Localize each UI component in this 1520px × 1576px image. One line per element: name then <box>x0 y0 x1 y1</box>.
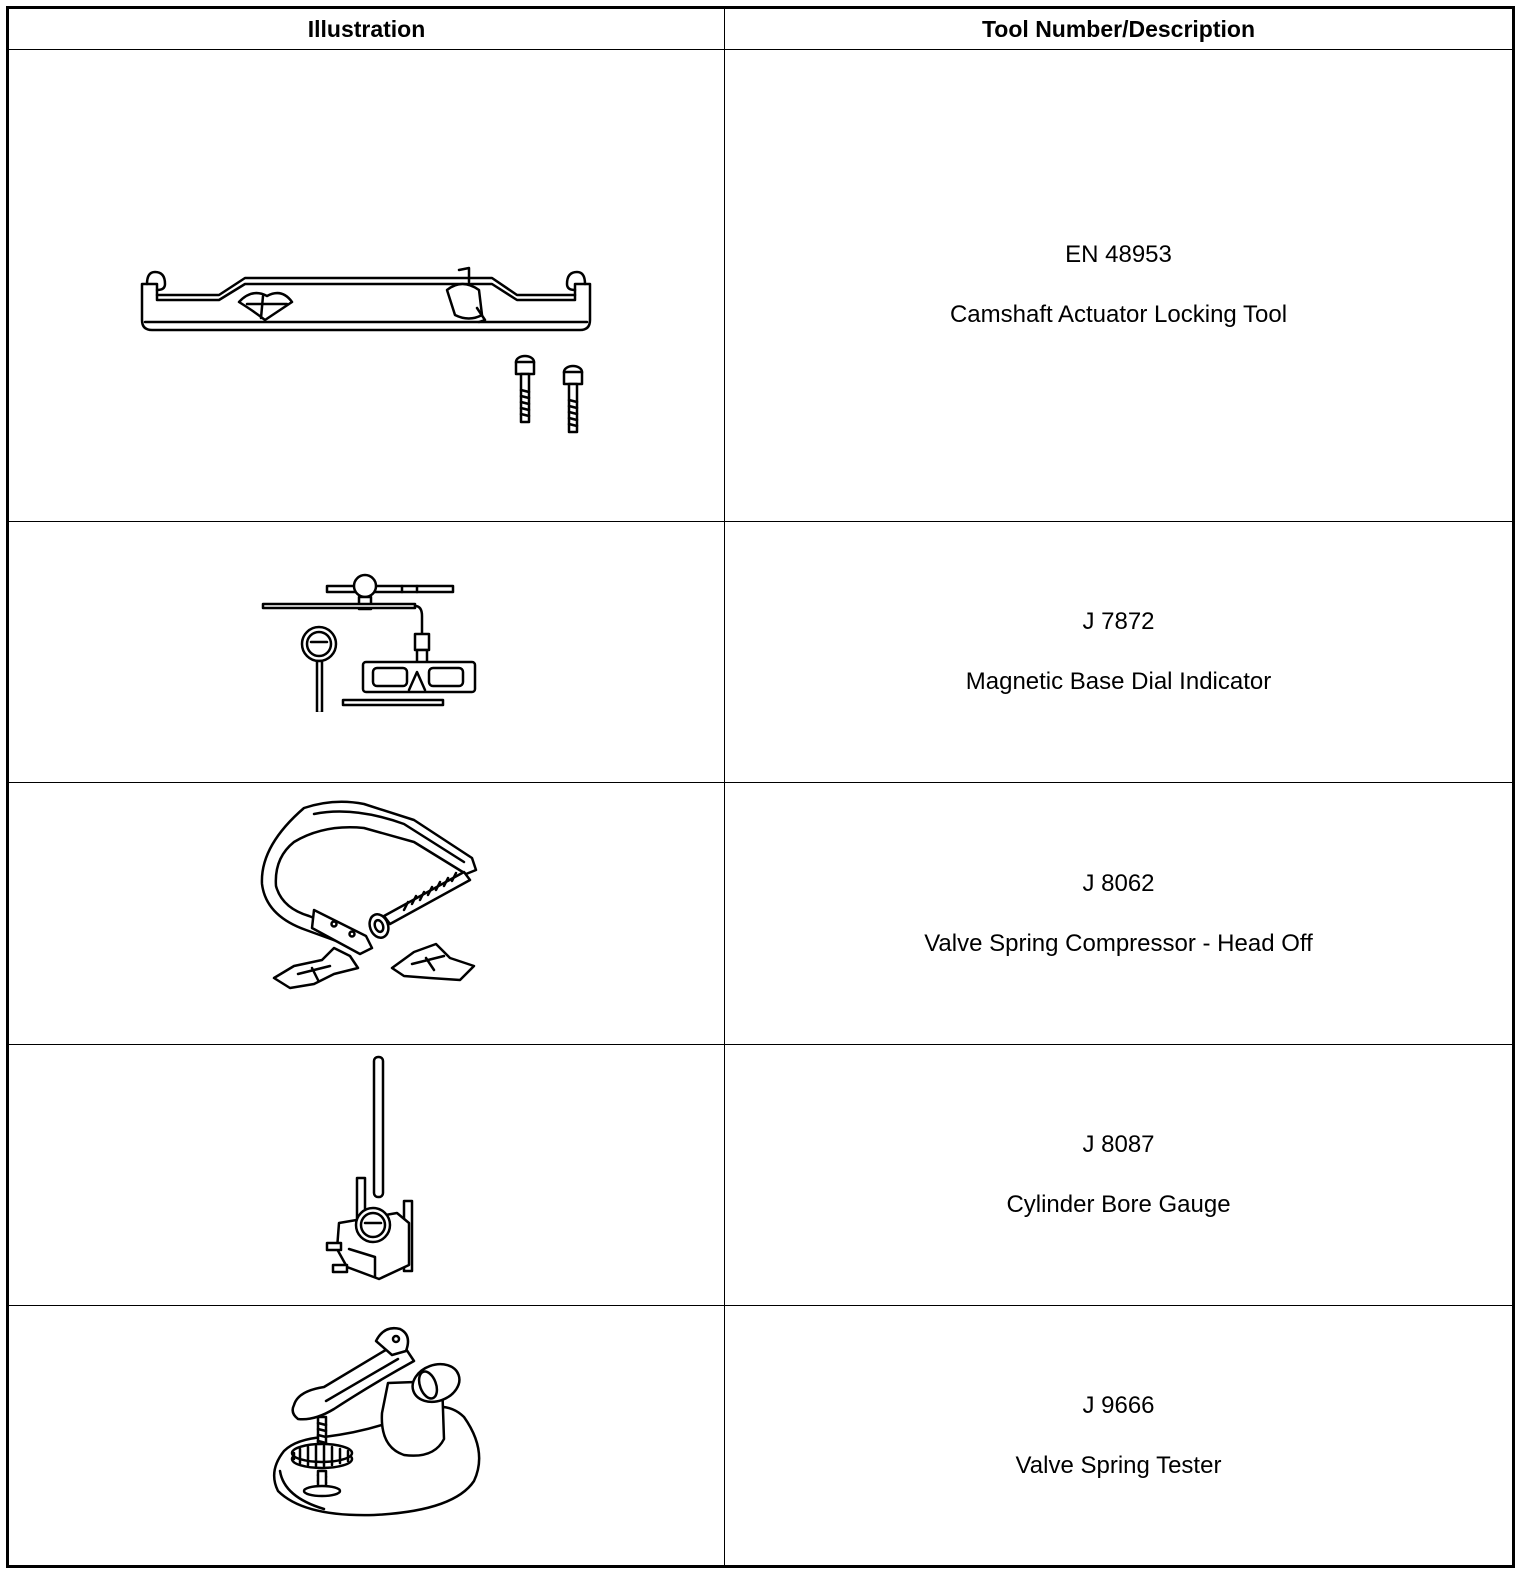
header-tool-number-description: Tool Number/Description <box>725 8 1514 50</box>
tool-description-cell <box>725 1044 1514 1306</box>
valve-spring-compressor-illustration <box>254 798 494 998</box>
tool-description-cell <box>725 50 1514 522</box>
illustration-cell <box>8 1044 725 1306</box>
tool-number: J 9666 <box>1082 1391 1155 1419</box>
tool-number: J 7872 <box>1082 608 1155 636</box>
tool-name: Camshaft Actuator Locking Tool <box>949 301 1288 329</box>
table-row <box>8 50 1514 522</box>
tool-name: Magnetic Base Dial Indicator <box>965 668 1272 696</box>
tool-number: J 8062 <box>1082 869 1155 897</box>
tool-name: Valve Spring Compressor - Head Off <box>924 929 1313 957</box>
magnetic-base-dial-indicator-illustration <box>257 572 477 712</box>
table-row <box>8 1306 1514 1567</box>
tool-name: Valve Spring Tester <box>1015 1451 1222 1479</box>
tool-description-cell <box>725 1306 1514 1567</box>
tool-description-cell <box>725 783 1514 1045</box>
tool-number: J 8087 <box>1082 1131 1155 1159</box>
header-row <box>8 8 1514 50</box>
table-row <box>8 521 1514 783</box>
illustration-cell <box>8 50 725 522</box>
special-tools-table <box>6 6 1515 1568</box>
illustration-cell <box>8 521 725 783</box>
tool-number: EN 48953 <box>1065 241 1172 269</box>
table-row <box>8 783 1514 1045</box>
header-illustration: Illustration <box>8 8 725 50</box>
illustration-cell <box>8 1306 725 1567</box>
table-row <box>8 1044 1514 1306</box>
tool-description-cell <box>725 521 1514 783</box>
cylinder-bore-gauge-illustration <box>319 1053 419 1293</box>
illustration-cell <box>8 783 725 1045</box>
camshaft-actuator-locking-tool-illustration <box>137 260 597 440</box>
valve-spring-tester-illustration <box>264 1321 494 1521</box>
tool-name: Cylinder Bore Gauge <box>1006 1191 1231 1219</box>
